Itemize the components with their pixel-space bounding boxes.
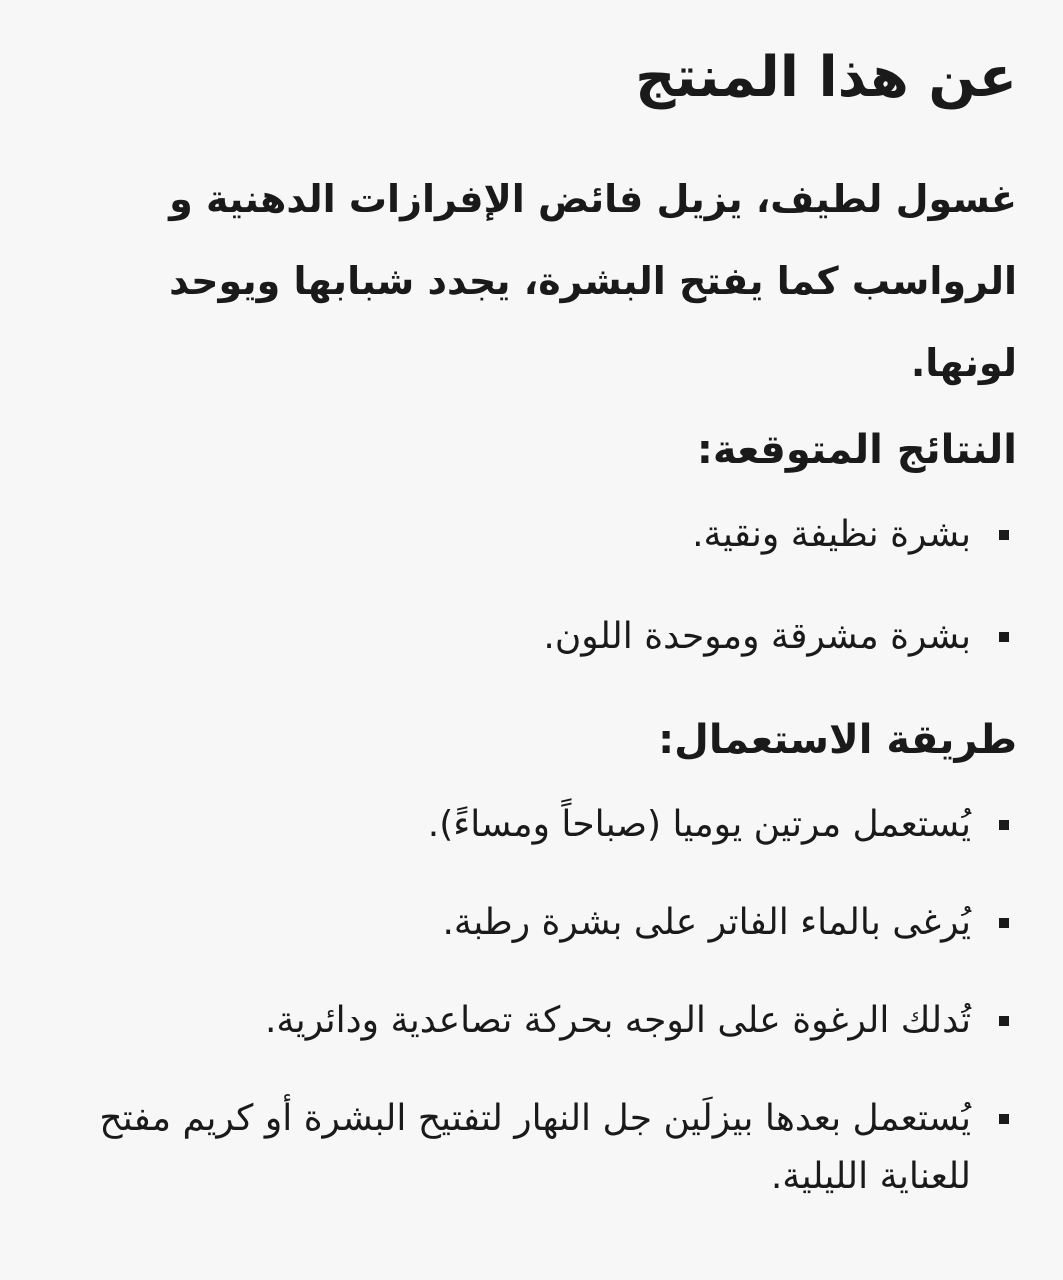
list-item: بشرة نظيفة ونقية. <box>50 506 1017 564</box>
list-item: يُرغى بالماء الفاتر على بشرة رطبة. <box>50 894 1017 952</box>
list-item: يُستعمل مرتين يوميا (صباحاً ومساءً). <box>50 796 1017 854</box>
list-item: بشرة مشرقة وموحدة اللون. <box>50 608 1017 666</box>
results-heading: النتائج المتوقعة: <box>696 427 1017 473</box>
results-list <box>50 506 1017 666</box>
usage-list <box>50 796 1017 1206</box>
product-intro: غسول لطيف، يزيل فائض الإفرازات الدهنية و الرواسب كما يفتح البشرة، يجدد شبابها ويوحد لونها. <box>169 177 1017 385</box>
list-item: تُدلك الرغوة على الوجه بحركة تصاعدية ودائرية. <box>50 992 1017 1050</box>
page-title: عن هذا المنتج <box>635 45 1017 110</box>
usage-heading: طريقة الاستعمال: <box>658 717 1017 763</box>
list-item: يُستعمل بعدها بيزلَين جل النهار لتفتيح البشرة أو كريم مفتح للعناية الليلية. <box>50 1090 1017 1206</box>
